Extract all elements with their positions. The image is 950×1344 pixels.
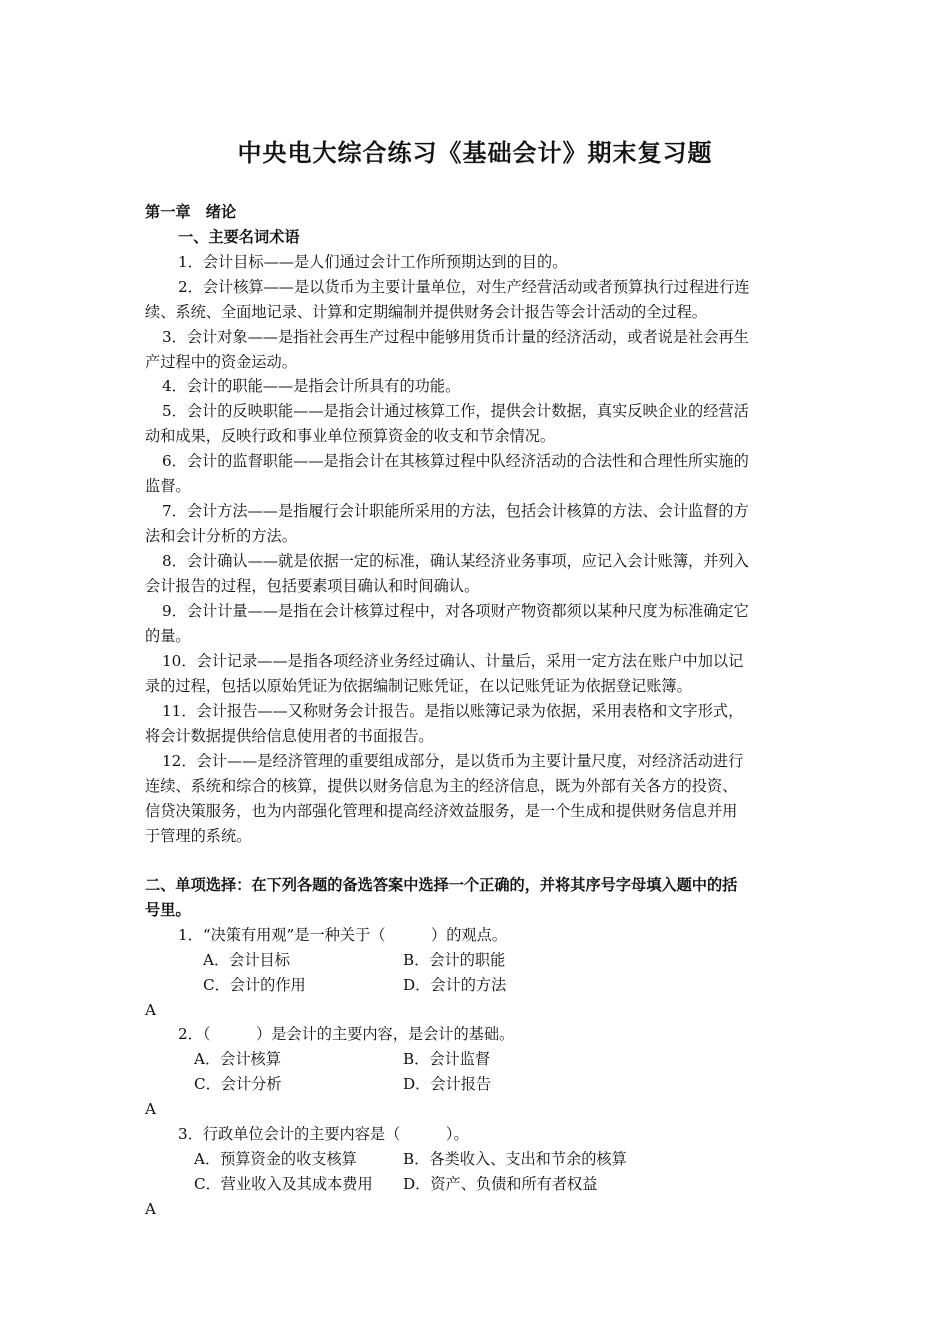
term-line: 3．会计对象——是指社会再生产过程中能够用货币计量的经济活动，或者说是社会再生 [162,328,749,346]
term-line: 于管理的系统。 [145,827,252,845]
option-b: B．会计监督 [403,1050,491,1068]
term-line: 会计报告的过程，包括要素项目确认和时间确认。 [145,577,480,595]
term-line: 产过程中的资金运动。 [145,353,297,371]
option-a: A．会计目标 [203,951,290,969]
term-line: 的量。 [145,627,191,645]
term-line: 录的过程，包括以原始凭证为依据编制记账凭证，在以记账凭证为依据登记账簿。 [145,677,692,695]
term-line: 信贷决策服务，也为内部强化管理和提高经济效益服务，是一个生成和提供财务信息并用 [145,802,738,820]
option-d: D．会计报告 [403,1075,492,1093]
answer: A [145,1200,156,1218]
term-line: 5．会计的反映职能——是指会计通过核算工作，提供会计数据，真实反映企业的经营活 [162,402,749,420]
section-heading-terms: 一、主要名词术语 [178,228,300,246]
section-heading-choice: 二、单项选择：在下列各题的备选答案中选择一个正确的，并将其序号字母填入题中的括 [145,876,738,894]
chapter-heading: 第一章 绪论 [145,203,237,221]
option-b: B．会计的职能 [403,951,506,969]
option-a: A．预算资金的收支核算 [194,1150,357,1168]
term-line: 2．会计核算——是以货币为主要计量单位，对生产经营活动或者预算执行过程进行连 [178,278,750,296]
term-line: 7．会计方法——是指履行会计职能所采用的方法，包括会计核算的方法、会计监督的方 [162,502,749,520]
term-line: 监督。 [145,477,191,495]
term-line: 11．会计报告——又称财务会计报告。是指以账簿记录为依据，采用表格和文字形式， [162,702,744,720]
section-heading-choice-cont: 号里。 [145,901,191,919]
term-line: 12．会计——是经济管理的重要组成部分，是以货币为主要计量尺度，对经济活动进行 [162,752,744,770]
question-stem: 3．行政单位会计的主要内容是（ ）。 [178,1125,469,1143]
term-line: 10．会计记录——是指各项经济业务经过确认、计量后，采用一定方法在账户中加以记 [162,652,744,670]
term-line: 续、系统、全面地记录、计算和定期编制并提供财务会计报告等会计活动的全过程。 [145,303,707,321]
answer: A [145,1100,156,1118]
question-stem: 1．“决策有用观”是一种关于（ ）的观点。 [178,926,507,944]
option-c: C．会计的作用 [203,976,306,994]
term-line: 法和会计分析的方法。 [145,527,297,545]
document-title: 中央电大综合练习《基础会计》期末复习题 [237,139,713,167]
term-line: 9．会计计量——是指在会计核算过程中，对各项财产物资都须以某种尺度为标准确定它 [162,602,749,620]
term-line: 连续、系统和综合的核算，提供以财务信息为主的经济信息，既为外部有关各方的投资、 [145,777,738,795]
option-a: A．会计核算 [194,1050,281,1068]
term-line: 8．会计确认——就是依据一定的标准，确认某经济业务事项，应记入会计账簿，并列入 [162,552,749,570]
answer: A [145,1001,156,1019]
term-line: 动和成果，反映行政和事业单位预算资金的收支和节余情况。 [145,427,556,445]
option-d: D．资产、负债和所有者权益 [403,1175,598,1193]
option-c: C．会计分析 [194,1075,282,1093]
option-b: B．各类收入、支出和节余的核算 [403,1150,627,1168]
option-d: D．会计的方法 [403,976,507,994]
term-line: 6．会计的监督职能——是指会计在其核算过程中队经济活动的合法性和合理性所实施的 [162,452,749,470]
term-line: 1．会计目标——是人们通过会计工作所预期达到的目的。 [178,253,568,271]
option-c: C．营业收入及其成本费用 [194,1175,373,1193]
term-line: 4．会计的职能——是指会计所具有的功能。 [162,377,461,395]
term-line: 将会计数据提供给信息使用者的书面报告。 [145,727,434,745]
question-stem: 2．（ ）是会计的主要内容，是会计的基础。 [178,1025,515,1043]
